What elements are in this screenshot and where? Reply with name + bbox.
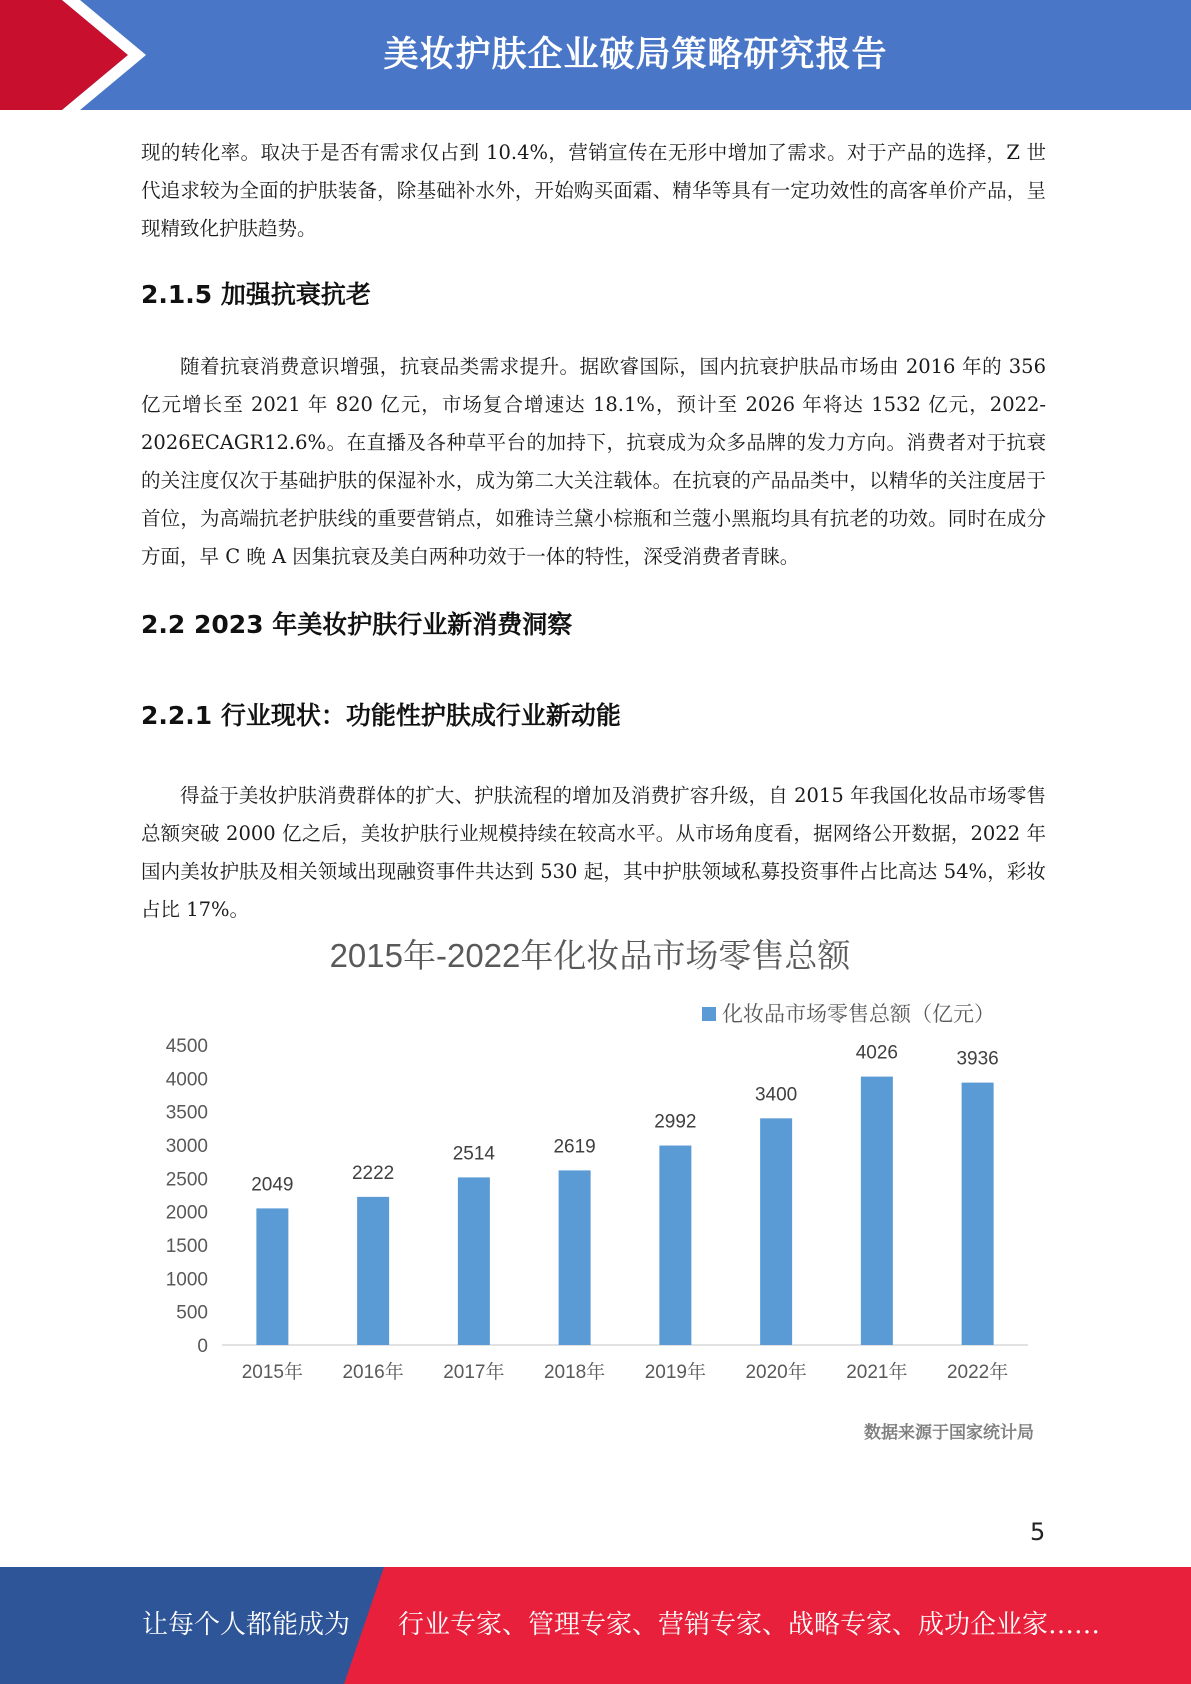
paragraph-anti-aging: 随着抗衰消费意识增强，抗衰品类需求提升。据欧睿国际，国内抗衰护肤品市场由 2016 年的 356 亿元增长至 2021 年 820 亿元，市场复合增速达 18.1%，预计至 2026 年将达 1532 亿元，2022-2026ECAGR12.6%。在直播及各种草平台的加持下，抗衰成为众多品牌的发力方向。消费者对于抗衰的关注度仅次于基础护肤的保湿补水，成为第二大关注载体。在抗衰的产品品类中，以精华的关注度居于首位，为高端抗老护肤线的重要营销点，如雅诗兰黛小棕瓶和兰蔻小黑瓶均具有抗老的功效。同时在成分方面，早 C 晚 A 因集抗衰及美白两种功效于一体的特性，深受消费者青睐。 — [141, 355, 1046, 568]
retail-sales-bar-chart — [140, 930, 1060, 1450]
y-tick-label: 3000 — [165, 1136, 208, 1157]
bar-value-label: 2222 — [351, 1162, 395, 1184]
page-footer — [0, 1567, 1191, 1684]
y-tick-label: 4000 — [165, 1069, 208, 1091]
x-tick-label: 2017年 — [443, 1362, 505, 1383]
paragraph-intro: 现的转化率。取决于是否有需求仅占到 10.4%，营销宣传在无形中增加了需求。对于产品的选择，Z 世代追求较为全面的护肤装备，除基础补水外，开始购买面霜、精华等具有一定功效性的高客单价产品，呈现精致化护肤趋势。 — [141, 141, 1046, 240]
section-heading-2-2-1: 2.2.1 行业现状：功能性护肤成行业新动能 — [141, 701, 621, 730]
bar — [760, 1118, 792, 1345]
y-tick-label: 1000 — [165, 1269, 208, 1291]
bar — [861, 1077, 893, 1345]
bar — [256, 1208, 288, 1345]
x-tick-label: 2020年 — [745, 1362, 807, 1383]
y-tick-label: 2000 — [165, 1202, 208, 1224]
chart-legend — [702, 1003, 995, 1026]
y-tick-label: 1500 — [165, 1236, 208, 1257]
footer-slogan-right: 行业专家、管理专家、营销专家、战略专家、成功企业家…… — [398, 1610, 1101, 1640]
page-header — [0, 0, 1191, 110]
bar — [962, 1083, 994, 1345]
x-tick-label: 2021年 — [846, 1362, 908, 1383]
x-tick-label: 2016年 — [342, 1362, 404, 1383]
y-tick-label: 4500 — [165, 1036, 208, 1057]
y-axis — [166, 1036, 1028, 1357]
paragraph-industry-status: 得益于美妆护肤消费群体的扩大、护肤流程的增加及消费扩容升级，自 2015 年我国化妆品市场零售总额突破 2000 亿之后，美妆护肤行业规模持续在较高水平。从市场角度看，据网络公开数据，2022 年国内美妆护肤及相关领域出现融资事件共达到 530 起，其中护肤领域私募投资事件占比高达 54%，彩妆占比 17%。 — [141, 784, 1046, 921]
chart-title: 2015年-2022年化妆品市场零售总额 — [329, 937, 851, 974]
y-tick-label: 500 — [176, 1302, 208, 1324]
legend-swatch — [702, 1007, 716, 1021]
x-tick-label: 2018年 — [543, 1362, 606, 1383]
bar-value-label: 4026 — [855, 1042, 899, 1064]
bar — [559, 1170, 591, 1345]
bar — [458, 1177, 490, 1345]
bar-value-label: 2514 — [452, 1143, 496, 1165]
bar — [659, 1146, 691, 1345]
bar-value-label: 3936 — [956, 1048, 999, 1070]
footer-slogan-left: 让每个人都能成为 — [142, 1610, 351, 1640]
legend-label: 化妆品市场零售总额（亿元） — [722, 1003, 995, 1026]
report-title: 美妆护肤企业破局策略研究报告 — [383, 35, 888, 75]
bar-value-label: 2619 — [553, 1136, 596, 1158]
section-heading-2-2: 2.2 2023 年美妆护肤行业新消费洞察 — [141, 610, 573, 639]
bar-value-label: 3400 — [754, 1084, 798, 1106]
x-tick-label: 2015年 — [241, 1362, 304, 1383]
bar-value-label: 2992 — [654, 1111, 697, 1133]
page-number: 5 — [1030, 1518, 1046, 1546]
bar — [357, 1197, 389, 1345]
x-tick-label: 2019年 — [644, 1362, 707, 1383]
y-tick-label: 2500 — [165, 1169, 208, 1191]
bar-value-label: 2049 — [251, 1174, 294, 1196]
bar-series — [251, 1043, 999, 1345]
data-source-note: 数据来源于国家统计局 — [864, 1423, 1034, 1443]
section-heading-2-1-5: 2.1.5 加强抗衰抗老 — [141, 280, 371, 309]
x-tick-label: 2022年 — [946, 1362, 1009, 1383]
x-axis — [242, 1361, 1009, 1383]
y-tick-label: 3500 — [165, 1102, 208, 1124]
y-tick-label: 0 — [197, 1336, 208, 1357]
